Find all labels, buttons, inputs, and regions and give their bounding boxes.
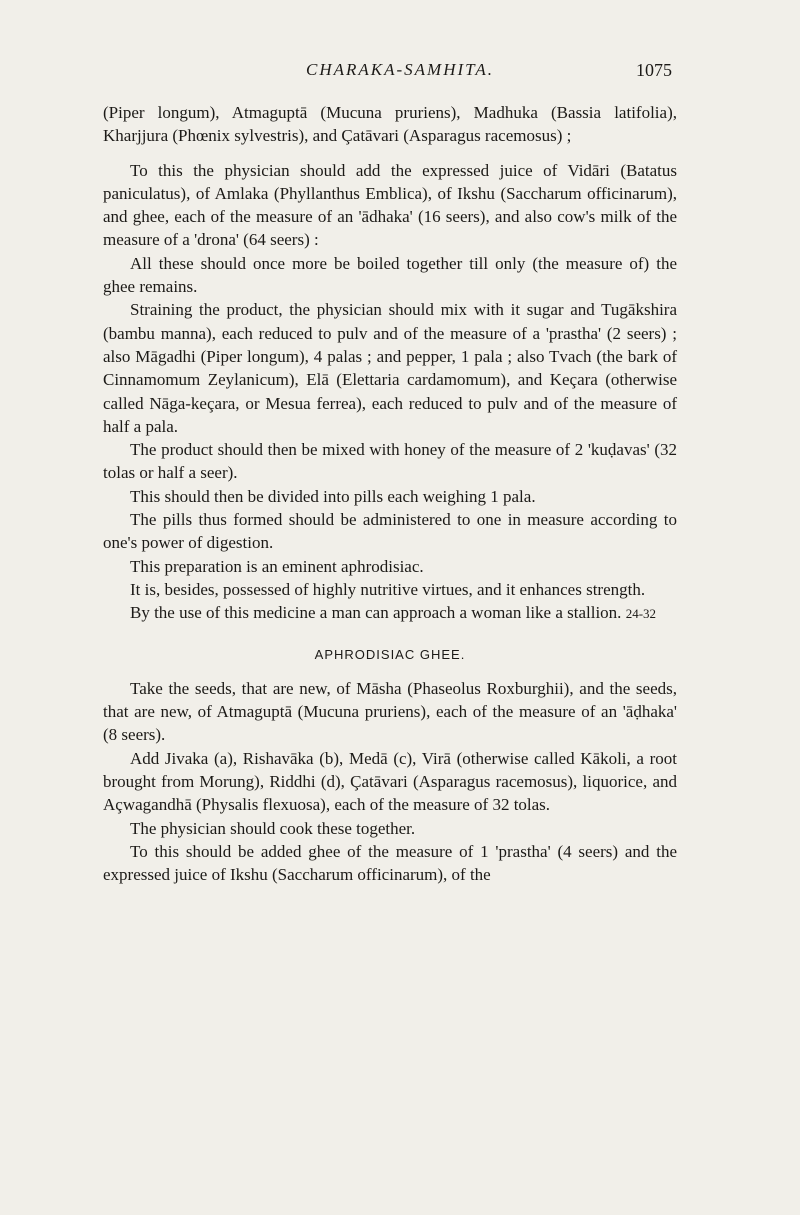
running-header: CHARAKA-SAMHITA.: [306, 60, 494, 79]
paragraph: Take the seeds, that are new, of Māsha (Phaseolus Roxburghii), and the seeds, that are new, of Atmaguptā (Mucuna pruriens), each of the measure of an 'āḍhaka' (8 seers).: [103, 678, 677, 745]
paragraph: This should then be divided into pills each weighing 1 pala.: [130, 486, 536, 506]
paragraph: Straining the product, the physician should mix with it sugar and Tugākshira (bambu manna), each reduced to pulv and of the measure of a 'prastha' (2 seers) ; also Māgadhi (Piper longum), 4 palas ; and pepper, 1 pala ; also Tvach (the bark of Cinnamomum Zeylanicum), Elā (Elettaria cardamomum), and Keçara (otherwise called Nāga-keçara, or Mesua ferrea), each reduced to pulv and of the measure of half a pala.: [103, 300, 677, 436]
paragraph: (Piper longum), Atmaguptā (Mucuna pruriens), Madhuka (Bassia latifolia), Kharjjura (Phœnix sylvestris), and Çatāvari (Asparagus racemosus) ;: [103, 103, 677, 146]
paragraph: The physician should cook these together.: [130, 818, 416, 838]
paragraph: To this the physician should add the expressed juice of Vidāri (Batatus paniculatus), of Amlaka (Phyllanthus Emblica), of Ikshu (Saccharum officinarum), and ghee, each of the measure of an 'ādhaka' (16 seers), and also cow's milk of the measure of a 'drona' (64 seers) :: [103, 160, 677, 250]
paragraph: Add Jivaka (a), Rishavāka (b), Medā (c), Virā (otherwise called Kākoli, a root brought from Morung), Riddhi (d), Çatāvari (Asparagus racemosus), liquorice, and Açwagandhā (Physalis flexuosa), each of the measure of 32 tolas.: [103, 748, 677, 815]
paragraph-text: By the use of this medicine a man can approach a woman like a stallion.: [130, 603, 622, 623]
paragraph: The pills thus formed should be administered to one in measure according to one's power of digestion.: [103, 510, 677, 553]
paragraph: The product should then be mixed with honey of the measure of 2 'kuḍavas' (32 tolas or half a seer).: [103, 440, 677, 483]
paragraph: To this should be added ghee of the measure of 1 'prastha' (4 seers) and the expressed juice of Ikshu (Saccharum officinarum), of the: [103, 841, 677, 885]
verse-reference: 24-32: [625, 606, 657, 622]
paragraph: It is, besides, possessed of highly nutritive virtues, and it enhances strength.: [130, 579, 646, 599]
page-number: 1075: [636, 60, 672, 80]
section-heading: APHRODISIAC GHEE.: [314, 646, 466, 662]
page-body: [103, 101, 677, 887]
paragraph: All these should once more be boiled together till only (the measure of) the ghee remains.: [103, 253, 677, 297]
paragraph: This preparation is an eminent aphrodisiac.: [130, 556, 424, 576]
paragraph-with-ref: [103, 601, 677, 625]
